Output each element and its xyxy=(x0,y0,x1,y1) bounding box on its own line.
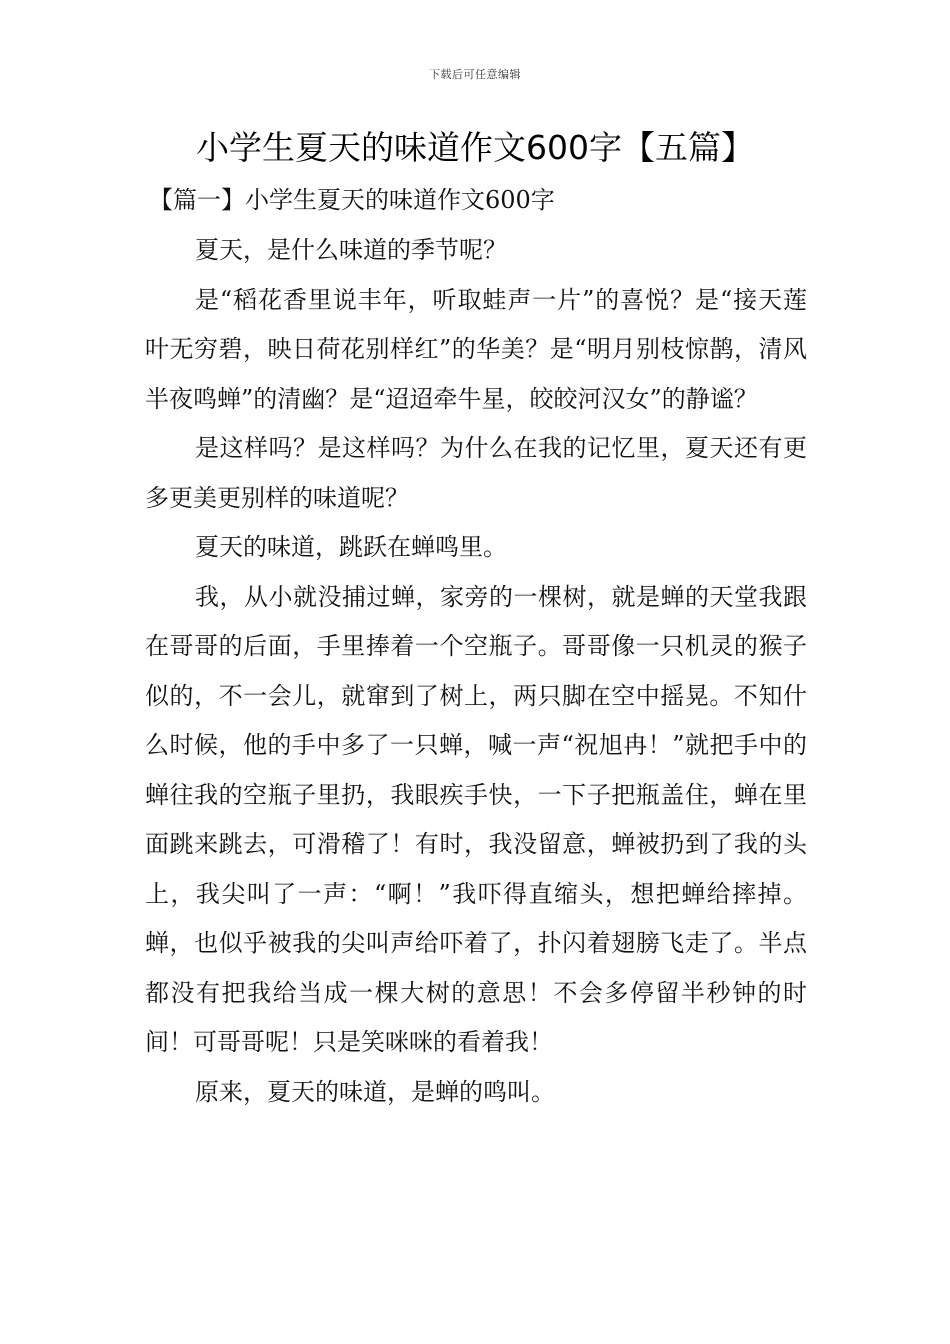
paragraph-question: 夏天，是什么味道的季节呢？ xyxy=(195,236,507,264)
paragraph-conclusion: 原来，夏天的味道，是蝉的鸣叫。 xyxy=(195,1077,555,1106)
section-heading: 【篇一】小学生夏天的味道作文600字 xyxy=(149,186,555,214)
paragraph-memory: 是这样吗？是这样吗？为什么在我的记忆里，夏天还有更多更美更别样的味道呢？ xyxy=(145,434,807,512)
document-title: 小学生夏天的味道作文600字【五篇】 xyxy=(196,128,754,167)
article-body xyxy=(145,176,807,1117)
paragraph-cicada-intro: 夏天的味道，跳跃在蝉鸣里。 xyxy=(195,533,507,561)
paragraph-cicada-story: 我，从小就没捕过蝉，家旁的一棵树，就是蝉的天堂我跟在哥哥的后面，手里捧着一个空瓶子。哥哥像一只机灵的猴子似的，不一会儿，就窜到了树上，两只脚在空中摇晃。不知什么时候，他的手中多了一只蝉，喊一声“祝旭冉！”就把手中的蝉往我的空瓶子里扔，我眼疾手快，一下子把瓶盖住，蝉在里面跳来跳去，可滑稽了！有时，我没留意，蝉被扔到了我的头上，我尖叫了一声：“啊！”我吓得直缩头，想把蝉给摔掉。蝉，也似乎被我的尖叫声给吓着了，扑闪着翅膀飞走了。半点都没有把我给当成一棵大树的意思！不会多停留半秒钟的时间！可哥哥呢！只是笑咪咪的看着我！ xyxy=(145,582,807,1056)
paragraph-poems: 是“稻花香里说丰年，听取蛙声一片”的喜悦？是“接天莲叶无穷碧，映日荷花别样红”的华美？是“明月别枝惊鹊，清风半夜鸣蝉”的清幽？是“迢迢牵牛星，皎皎河汉女”的静谧？ xyxy=(145,285,807,413)
header-note: 下载后可任意编辑 xyxy=(429,68,521,81)
